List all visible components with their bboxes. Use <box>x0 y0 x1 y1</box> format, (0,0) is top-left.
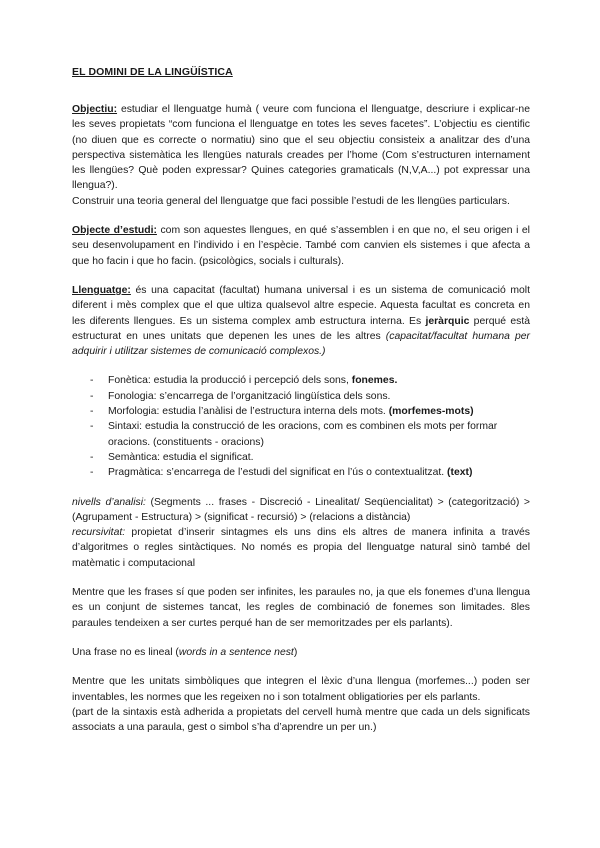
objectiu-text: estudiar el llenguatge humà ( veure com funciona el llenguatge, descriure i explicar-ne les seves propietats “com funciona el llenguatge en totes les seves facetes”. L’objectiu es cientific (no diuen que es correcte o normatiu) sino que el seu objectiu consisteix a analitzar des d’una perspectiva sistemàtica les llengües naturals creades per l’home (Com s’estructuren internament les llengües? Què poden expressar? Quines categories gramaticals (N,V,A...) pot expressar una llengua?). <box>72 104 530 192</box>
list-item: - Sintaxi: estudia la construcció de les oracions, com es combinen els mots per formar oracions. (constituents - oracions) <box>90 419 530 450</box>
recursivitat-text: propietat d’inserir sintagmes els uns dins els altres de manera infinita a través d’algoritmes o regles sintàctiques. No només es propia del llenguatge natural sinò també del matèmatic i computacional <box>72 527 530 569</box>
list-item: - Semàntica: estudia el significat. <box>90 450 530 465</box>
unitats-paragraph-2: (part de la sintaxis està adherida a propietats del cervell humà mentre que cada un dels significats associats a una paraula, gest o simbol s’ha d’aprendre un per un.) <box>72 706 530 734</box>
list-item: - Fonètica: estudia la producció i percepció dels sons, fonemes. <box>90 373 530 388</box>
llenguatge-label: Llenguatge: <box>72 284 131 296</box>
list-item: - Fonologia: s’encarrega de l’organització lingüística dels sons. <box>90 389 530 404</box>
nivells-label: nivells d’analisi: <box>72 496 146 508</box>
recursivitat-label: recursivitat: <box>72 527 126 539</box>
llenguatge-text: és una capacitat (facultat) humana universal i es un sistema de comunicació molt diferent i mès complex que el que ultiza qualsevol altre especie. Aquesta facultat es concreta en les diferents llengues. Es un sistema complex amb estructura interna. Es <box>72 284 530 327</box>
lineal-paragraph: Una frase no es lineal (words in a sentence nest) <box>72 646 298 658</box>
objectiu-paragraph <box>72 102 530 194</box>
document-title: EL DOMINI DE LA LINGÜÍSTICA <box>72 66 233 78</box>
objecte-label: Objecte d’estudi: <box>72 225 157 237</box>
objectiu-paragraph-2: Construir una teoria general del llenguatge que faci possible l’estudi de les llengües particulars. <box>72 195 510 207</box>
llenguatge-paragraph <box>72 283 530 359</box>
unitats-paragraph: Mentre que les unitats simbòliques que integren el lèxic d’una llengua (morfemes...) poden ser inventables, les normes que les regeixen no i son totalment obligatiories per els parlants. <box>72 676 530 703</box>
objecte-text: com son aquestes llengues, en qué s’assemblen i en que no, el seu origen i el seu desenvolupament en l’individo i en l’espècie. També com canvien els sistemes i que afecta a que ho facin i que ho facin. (psicològics, socials i culturals). <box>72 225 530 267</box>
branches-list <box>72 373 530 480</box>
nivells-paragraph <box>72 495 530 526</box>
list-item: - Morfologia: estudia l’anàlisi de l’estructura interna dels mots. (morfemes-mots) <box>90 404 530 419</box>
llenguatge-italic: (capacitat/facultat humana per adquirir i utilitzar sistemes de comunicació complexos.) <box>72 330 531 358</box>
document-page <box>72 66 530 735</box>
recursivitat-paragraph <box>72 525 530 571</box>
frases-paragraph: Mentre que les frases sí que poden ser infinites, les paraules no, ja que els fonemes d’una llengua es un conjunt de sistemes tancat, les regles de combinació de fonemes son limitades. 8les paraules tendeixen a ser curtes perqué han de ser memoritzades per els parlants). <box>72 587 530 629</box>
objectiu-label: Objectiu: <box>72 104 118 115</box>
llenguatge-text-after: perqué està estructurat en unes unitats que depenen les unes de les altres <box>72 315 530 342</box>
objecte-paragraph <box>72 223 530 269</box>
llenguatge-bold-word: jeràrquic <box>425 315 470 327</box>
nivells-text: (Segments ... frases - Discreció - Linealitat/ Seqüencialitat) > (categorització) > (Agrupament - Estructura) > (significat - recursió) > (relacions a distància) <box>72 496 530 523</box>
list-item: - Pragmàtica: s’encarrega de l’estudi del significat en l’ús o contextualitzat. (text) <box>90 465 530 480</box>
